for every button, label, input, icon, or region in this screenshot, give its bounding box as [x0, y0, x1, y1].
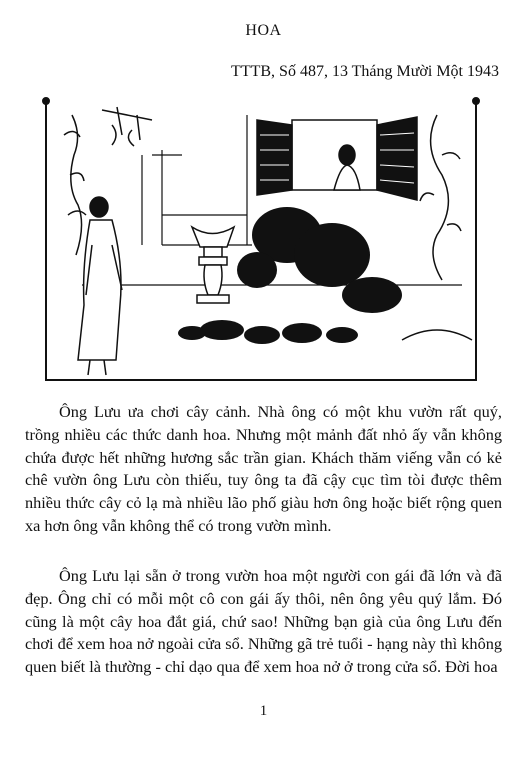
man-figure	[78, 197, 122, 375]
paragraph-1: Ông Lưu ưa chơi cây cảnh. Nhà ông có một khu vườn rất quý, trồng nhiều các thức danh hoa. Nhưng một mảnh đất nhỏ ấy vẫn không chứa được hết những hương sắc trần gian. Khách thăm viếng vẫn có kẻ chê vườn ông Lưu còn thiếu, tuy ông ta đã cậy cục tìm tòi được thêm nhiều thức cây cỏ lạ mà nhiều lão phố giàu hơn ông hoặc biết rộng quen xa hơn ông vẫn không thể có trong vườn mình.	[25, 402, 502, 535]
source-line: TTTB, Số 487, 13 Tháng Mười Một 1943	[231, 63, 499, 80]
garden-illustration	[42, 95, 494, 387]
flower-pot	[192, 227, 234, 303]
paragraph-2: Ông Lưu lại sẵn ở trong vườn hoa một người con gái đã lớn và đã đẹp. Ông chỉ có mỗi một cô con gái ấy thôi, nên ông yêu quý lắm. Đó cũng là một cây hoa đắt giá, chứ sao! Những bạn già của ông Lưu đến chơi để xem hoa nở ngoài cửa sổ. Những gã trẻ tuổi - hạng này thì không quen biết là thường - chỉ dạo qua để xem hoa nở ở trong cửa sổ. Đời hoa	[25, 566, 502, 677]
window	[257, 117, 417, 200]
document-title: HOA	[245, 22, 282, 39]
page-number: 1	[259, 703, 268, 719]
